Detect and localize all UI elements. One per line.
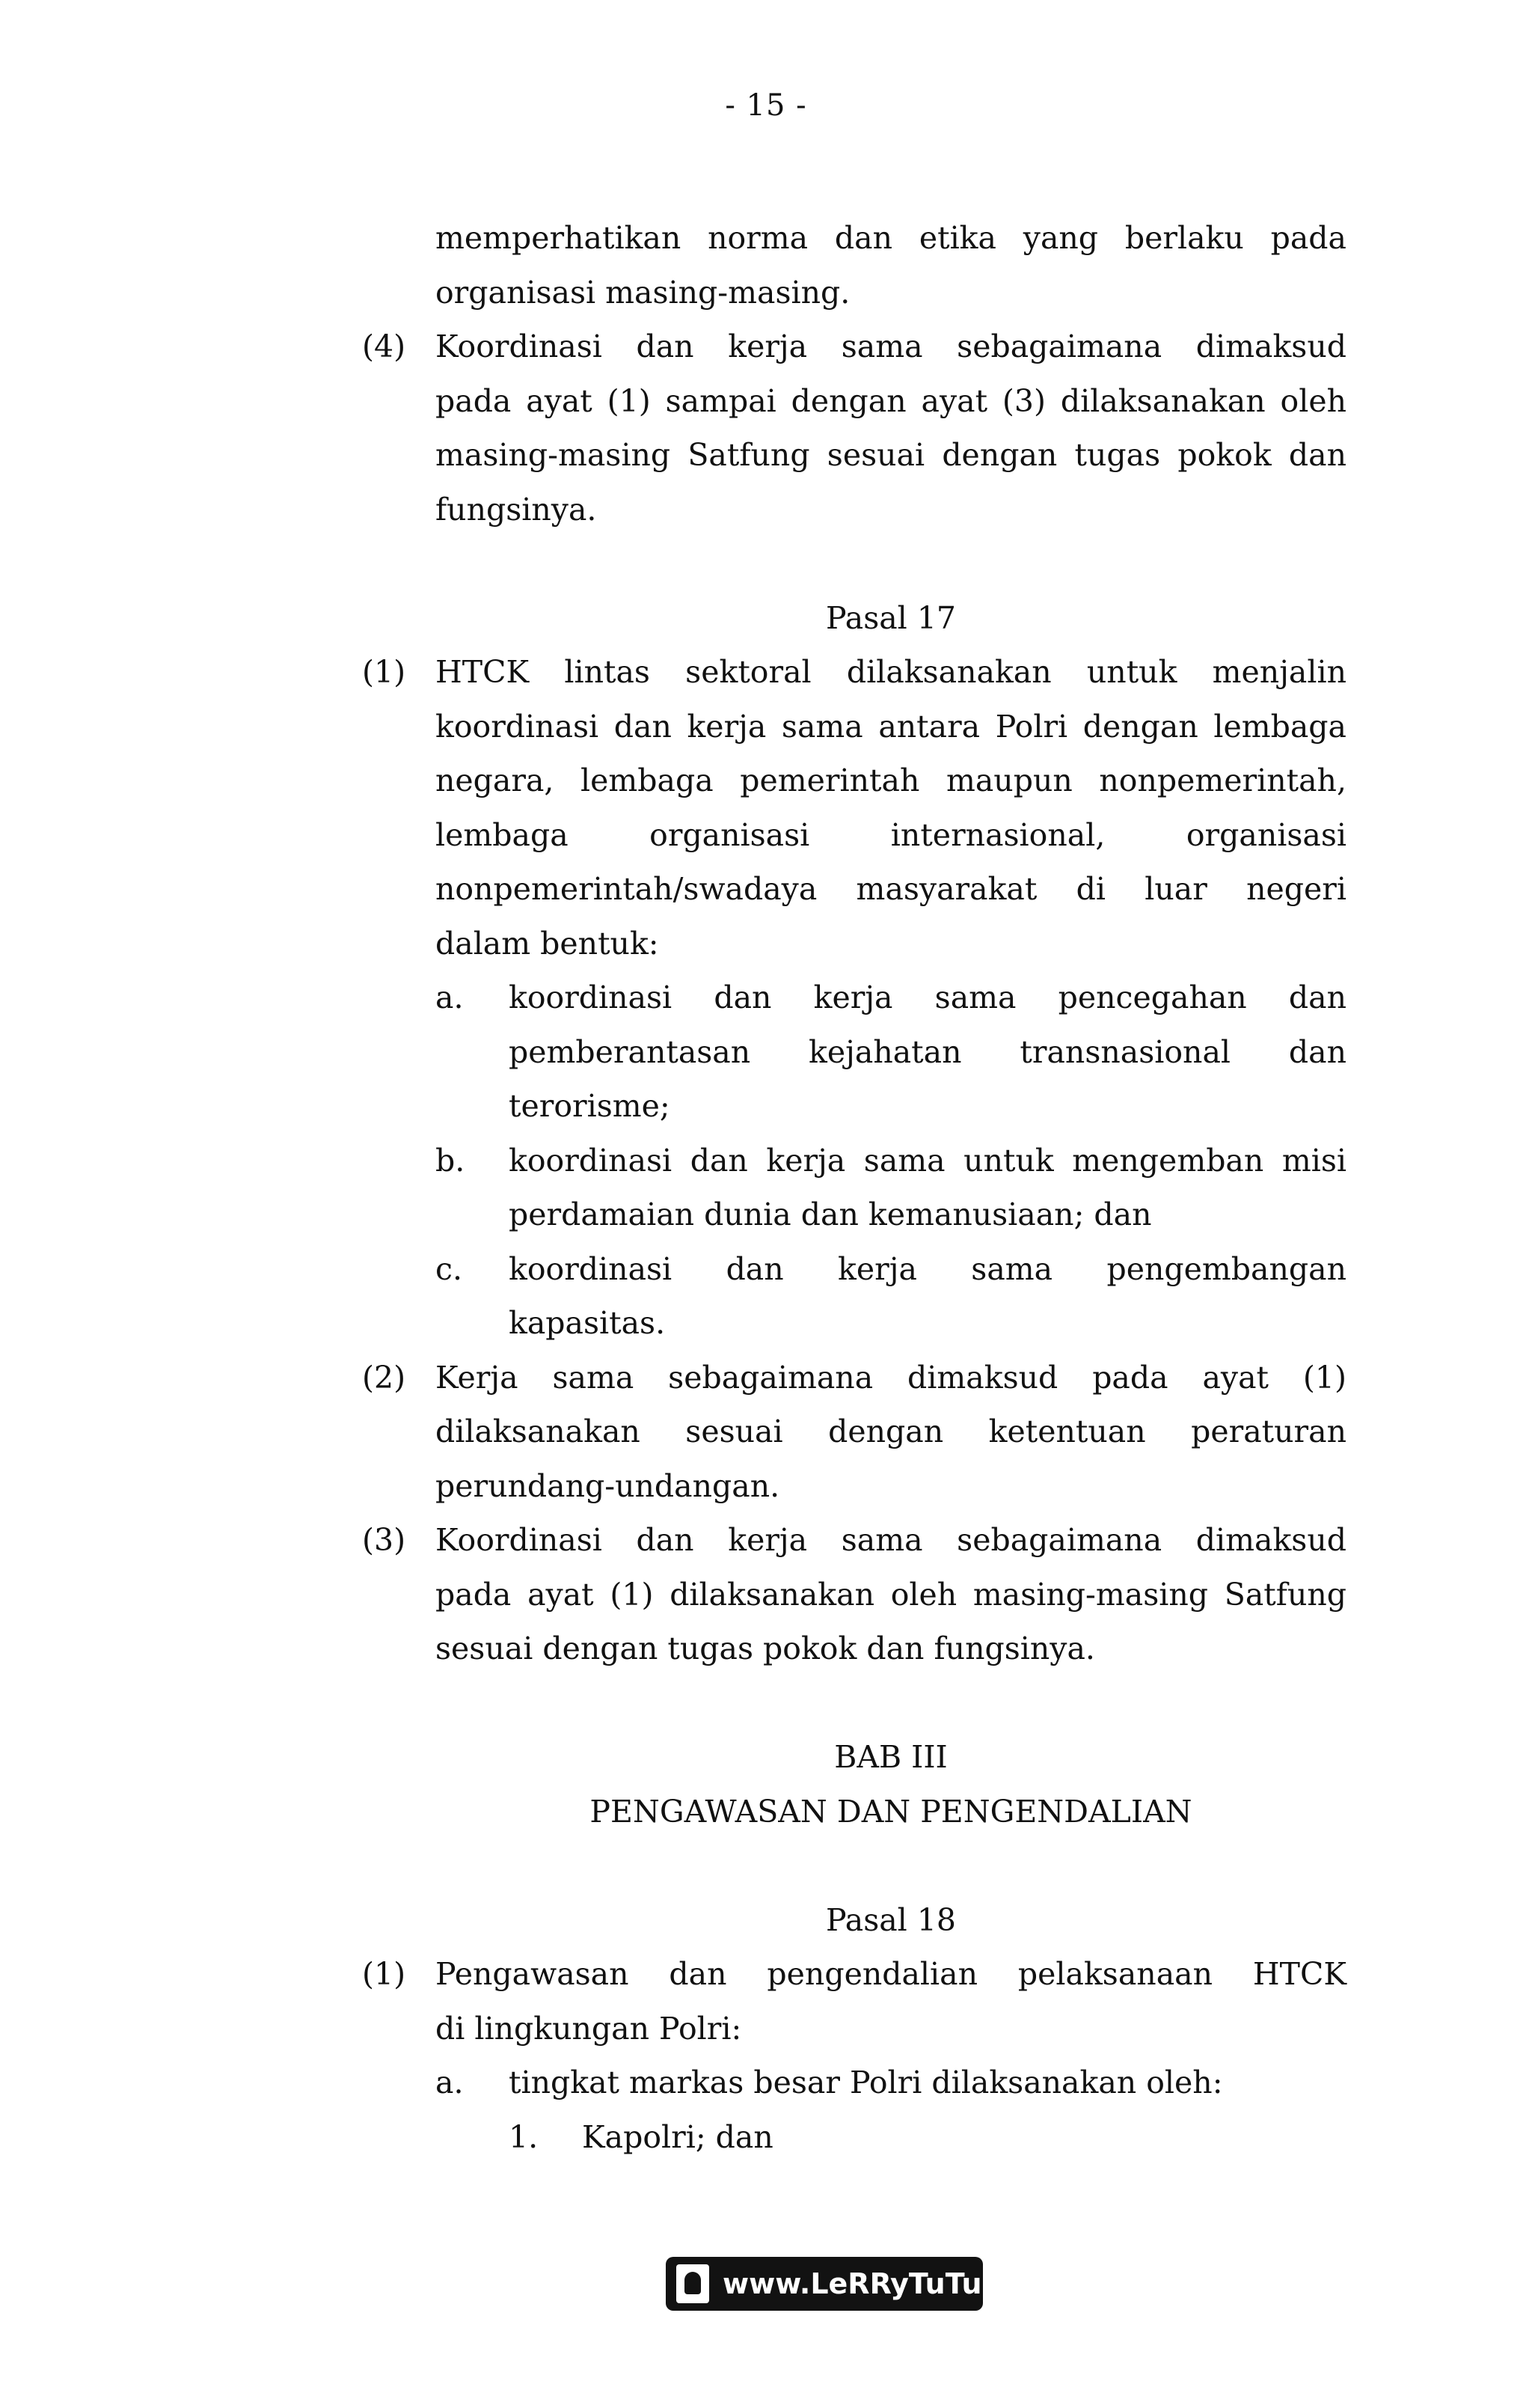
item-number: (1) [362, 654, 406, 690]
document-body [362, 211, 1346, 2164]
sub-item-a [435, 2056, 1346, 2164]
text-line: memperhatikan norma dan etika yang berlaku pada [435, 220, 1346, 256]
bab-subtitle: PENGAWASAN DAN PENGENDALIAN [589, 1793, 1192, 1830]
text-line: negara, lembaga pemerintah maupun nonpemerintah, [435, 763, 1346, 798]
sub-sub-label: 1. [509, 2118, 539, 2155]
item-number: (2) [362, 1359, 406, 1396]
text-line: koordinasi dan kerja sama untuk mengemban misi [509, 1142, 1346, 1179]
item-number: (4) [362, 328, 406, 364]
text-line: Koordinasi dan kerja sama sebagaimana dimaksud [435, 328, 1346, 364]
pasal17-item-2 [362, 1351, 1346, 1514]
intro-paragraph [435, 211, 1346, 320]
watermark-text: www.LeRRyTuTu.com [723, 2267, 1059, 2300]
text-line: terorisme; [509, 1088, 670, 1124]
text-line: Kerja sama sebagaimana dimaksud pada ayat (1) [435, 1359, 1346, 1396]
text-line: tingkat markas besar Polri dilaksanakan oleh: [509, 2065, 1223, 2100]
text-line: di lingkungan Polri: [435, 2010, 742, 2047]
text-line: koordinasi dan kerja sama pencegahan dan [509, 980, 1346, 1015]
text-line: organisasi masing-masing. [435, 274, 851, 311]
text-line: dalam bentuk: [435, 925, 659, 962]
sub-label: b. [435, 1142, 465, 1179]
pasal-18-title: Pasal 18 [826, 1901, 956, 1938]
sub-item-a [435, 971, 1346, 1134]
text-line: nonpemerintah/swadaya masyarakat di luar negeri [435, 871, 1346, 907]
text-line: Koordinasi dan kerja sama sebagaimana dimaksud [435, 1522, 1346, 1558]
pasal-17-title: Pasal 17 [826, 599, 956, 636]
pasal17-item-1 [362, 645, 1346, 1351]
sub-item-b [435, 1134, 1346, 1242]
sub-label: c. [435, 1250, 462, 1287]
text-line: HTCK lintas sektoral dilaksanakan untuk menjalin [435, 654, 1346, 690]
text-line: sesuai dengan tugas pokok dan fungsinya. [435, 1631, 1095, 1666]
text-line: koordinasi dan kerja sama antara Polri dengan lembaga [435, 708, 1346, 745]
pasal16-item-4 [362, 320, 1346, 537]
text-line: pada ayat (1) sampai dengan ayat (3) dilaksanakan oleh [435, 382, 1346, 419]
person-silhouette-icon [676, 2264, 709, 2303]
text-line: kapasitas. [509, 1305, 666, 1341]
text-line: perdamaian dunia dan kemanusiaan; dan [509, 1197, 1152, 1232]
text-line: koordinasi dan kerja sama pengembangan [509, 1250, 1346, 1287]
sub-label: a. [435, 2065, 464, 2100]
item-number: (3) [362, 1522, 406, 1558]
text-line: perundang-undangan. [435, 1467, 780, 1504]
text-line: pada ayat (1) dilaksanakan oleh masing-masing Satfung [435, 1576, 1346, 1613]
watermark-badge [666, 2257, 1059, 2311]
text-line: Kapolri; dan [582, 2118, 773, 2155]
pasal17-item-3 [362, 1513, 1346, 1676]
text-line: dilaksanakan sesuai dengan ketentuan peraturan [435, 1414, 1346, 1449]
text-line: Pengawasan dan pengendalian pelaksanaan HTCK [435, 1956, 1346, 1992]
text-line: pemberantasan kejahatan transnasional dan [509, 1033, 1346, 1070]
item-number: (1) [362, 1956, 406, 1992]
pasal18-item-1 [362, 1947, 1346, 2164]
sub-item-c [435, 1242, 1346, 1351]
bab-title: BAB III [834, 1739, 948, 1775]
page-number: - 15 - [725, 88, 807, 123]
sub-sub-item-1 [509, 2110, 1346, 2165]
text-line: masing-masing Satfung sesuai dengan tugas pokok dan [435, 437, 1346, 473]
text-line: lembaga organisasi internasional, organisasi [435, 816, 1346, 853]
text-line: fungsinya. [435, 491, 597, 528]
sub-label: a. [435, 980, 464, 1015]
